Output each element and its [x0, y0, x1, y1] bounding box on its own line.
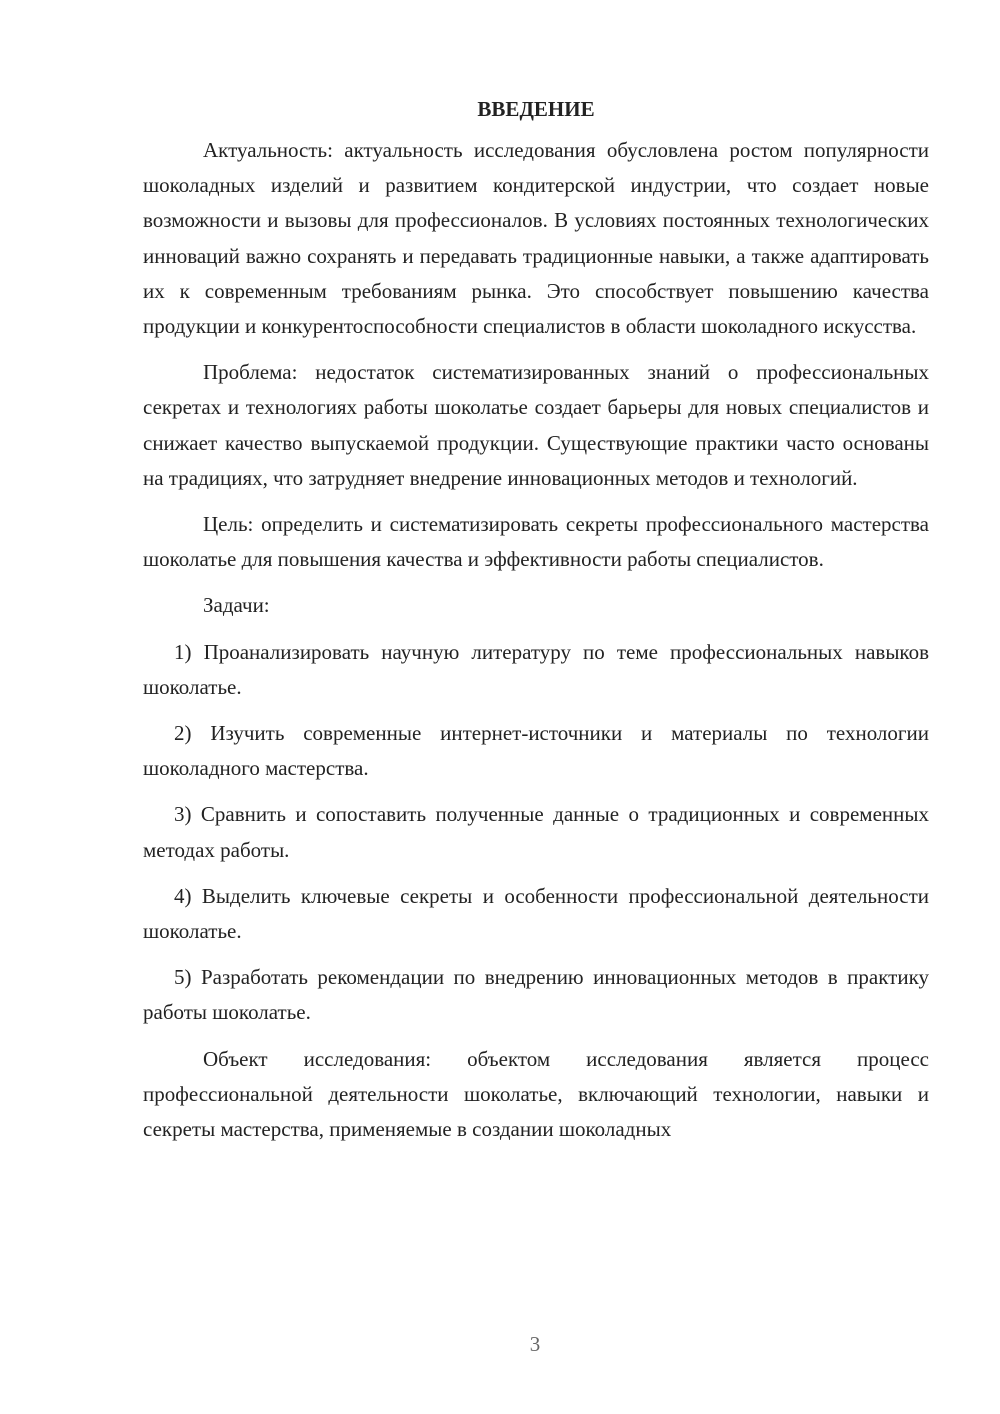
tasks-heading: Задачи:	[203, 593, 270, 618]
paragraph-problem: Проблема: недостаток систематизированных знаний о профессиональных секретах и технологиях работы шоколатье создает барьеры для новых специалистов и снижает качество выпускаемой продукции. Существующие практики часто основаны на традициях, что затрудняет внедрение инновационных методов и технологий.	[143, 360, 929, 490]
paragraph-relevance: Актуальность: актуальность исследования обусловлена ростом популярности шоколадных изделий и развитием кондитерской индустрии, что создает новые возможности и вызовы для профессионалов. В условиях постоянных технологических инноваций важно сохранять и передавать традиционные навыки, а также адаптировать их к современным требованиям рынка. Это способствует повышению качества продукции и конкурентоспособности специалистов в области шоколадного искусства.	[143, 138, 929, 339]
paragraph-object: Объект исследования: объектом исследования является процесс профессиональной деятельности шоколатье, включающий технологии, навыки и секреты мастерства, применяемые в создании шоколадных	[143, 1046, 929, 1142]
task-item-3: 3) Сравнить и сопоставить полученные данные о традиционных и современных методах работы.	[143, 802, 929, 862]
page-number: 3	[529, 1332, 541, 1356]
task-item-5: 5) Разработать рекомендации по внедрению инновационных методов в практику работы шоколатье.	[143, 965, 929, 1025]
paragraph-goal: Цель: определить и систематизировать секреты профессионального мастерства шоколатье для повышения качества и эффективности работы специалистов.	[143, 512, 929, 572]
section-title: ВВЕДЕНИЕ	[477, 97, 595, 121]
page-content	[143, 92, 929, 1158]
task-item-1: 1) Проанализировать научную литературу по теме профессиональных навыков шоколатье.	[143, 639, 929, 699]
task-item-4: 4) Выделить ключевые секреты и особенности профессиональной деятельности шоколатье.	[143, 883, 929, 944]
task-item-2: 2) Изучить современные интернет-источники и материалы по технологии шоколадного мастерства.	[143, 721, 929, 781]
